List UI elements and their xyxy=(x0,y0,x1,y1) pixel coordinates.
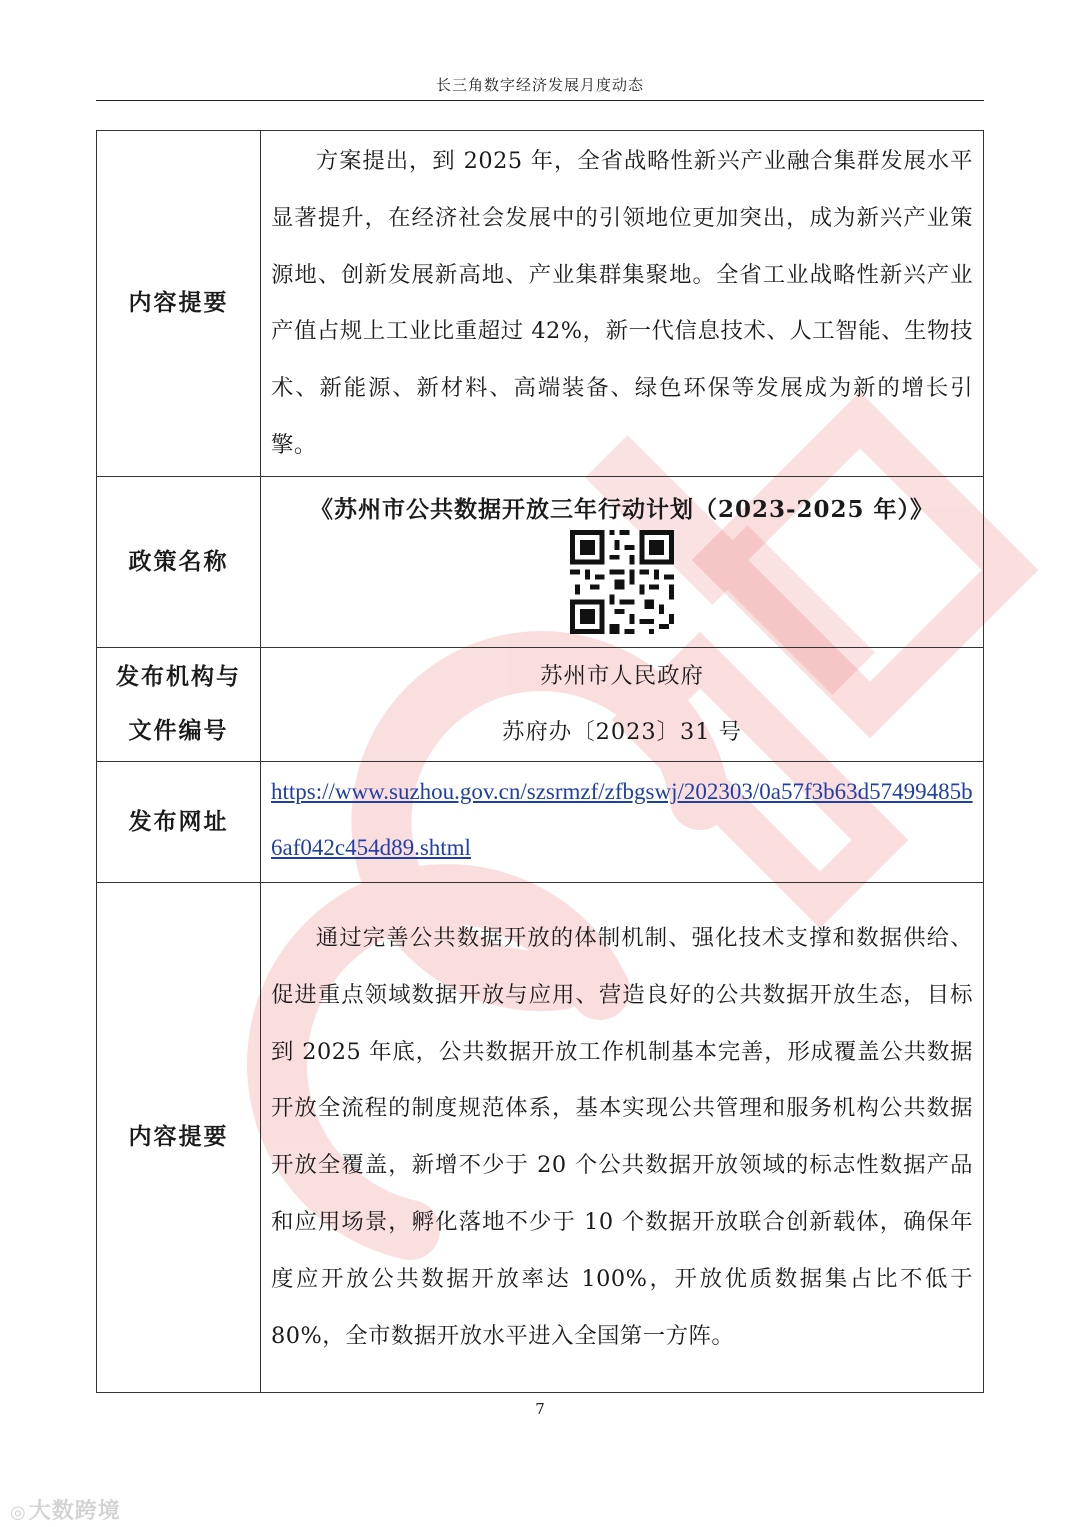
policy-table xyxy=(96,130,984,1393)
table-row xyxy=(97,647,984,761)
url-label: 发布网址 xyxy=(97,761,261,882)
table-row xyxy=(97,476,984,647)
policy-name-label: 政策名称 xyxy=(97,476,261,647)
weibo-icon: ◎ xyxy=(10,1502,27,1523)
summary-label-2: 内容提要 xyxy=(97,882,261,1392)
page-number: 7 xyxy=(535,1400,545,1418)
issuer-cell xyxy=(261,647,984,761)
policy-url-link[interactable]: https://www.suzhou.gov.cn/szsrmzf/zfbgswj/202303/0a57f3b63d57499485b6af042c454d89.shtml xyxy=(271,778,973,860)
source-watermark-text: 大数跨境 xyxy=(28,1499,121,1524)
url-cell xyxy=(261,761,984,882)
summary-cell-1 xyxy=(261,131,984,477)
policy-name-cell xyxy=(261,476,984,647)
summary-label-1: 内容提要 xyxy=(97,131,261,477)
summary-text-1: 方案提出，到 2025 年，全省战略性新兴产业融合集群发展水平显著提升，在经济社会发展中的引领地位更加突出，成为新兴产业策源地、创新发展新高地、产业集群集聚地。全省工业战略性新兴产业产值占规上工业比重超过 42%，新一代信息技术、人工智能、生物技术、新能源、新材料、高端装备、绿色环保等发展成为新的增长引擎。 xyxy=(271,148,973,458)
issuer-label xyxy=(97,647,261,761)
policy-title: 《苏州市公共数据开放三年行动计划（2023-2025 年）》 xyxy=(309,496,935,524)
issuer-org: 苏州市人民政府 xyxy=(540,663,704,690)
document-number: 苏府办〔2023〕31 号 xyxy=(502,719,742,746)
table-row xyxy=(97,761,984,882)
issuer-label-line1: 发布机构与 xyxy=(116,663,241,691)
table-row xyxy=(97,131,984,477)
qr-code[interactable] xyxy=(570,530,674,634)
summary-cell-2 xyxy=(261,882,984,1392)
summary-text-2: 通过完善公共数据开放的体制机制、强化技术支撑和数据供给、促进重点领域数据开放与应用、营造良好的公共数据开放生态，目标到 2025 年底，公共数据开放工作机制基本完善，形成覆盖公共数据开放全流程的制度规范体系，基本实现公共管理和服务机构公共数据开放全覆盖，新增不少于 20 个公共数据开放领域的标志性数据产品和应用场景，孵化落地不少于 10 个数据开放联合创新载体，确保年度应开放公共数据开放率达 100%，开放优质数据集占比不低于 80%，全市数据开放水平进入全国第一方阵。 xyxy=(271,925,973,1349)
issuer-label-line2: 文件编号 xyxy=(128,717,229,745)
source-watermark xyxy=(10,1494,121,1525)
header-rule xyxy=(96,100,984,101)
table-row xyxy=(97,882,984,1392)
running-header: 长三角数字经济发展月度动态 xyxy=(435,76,644,94)
